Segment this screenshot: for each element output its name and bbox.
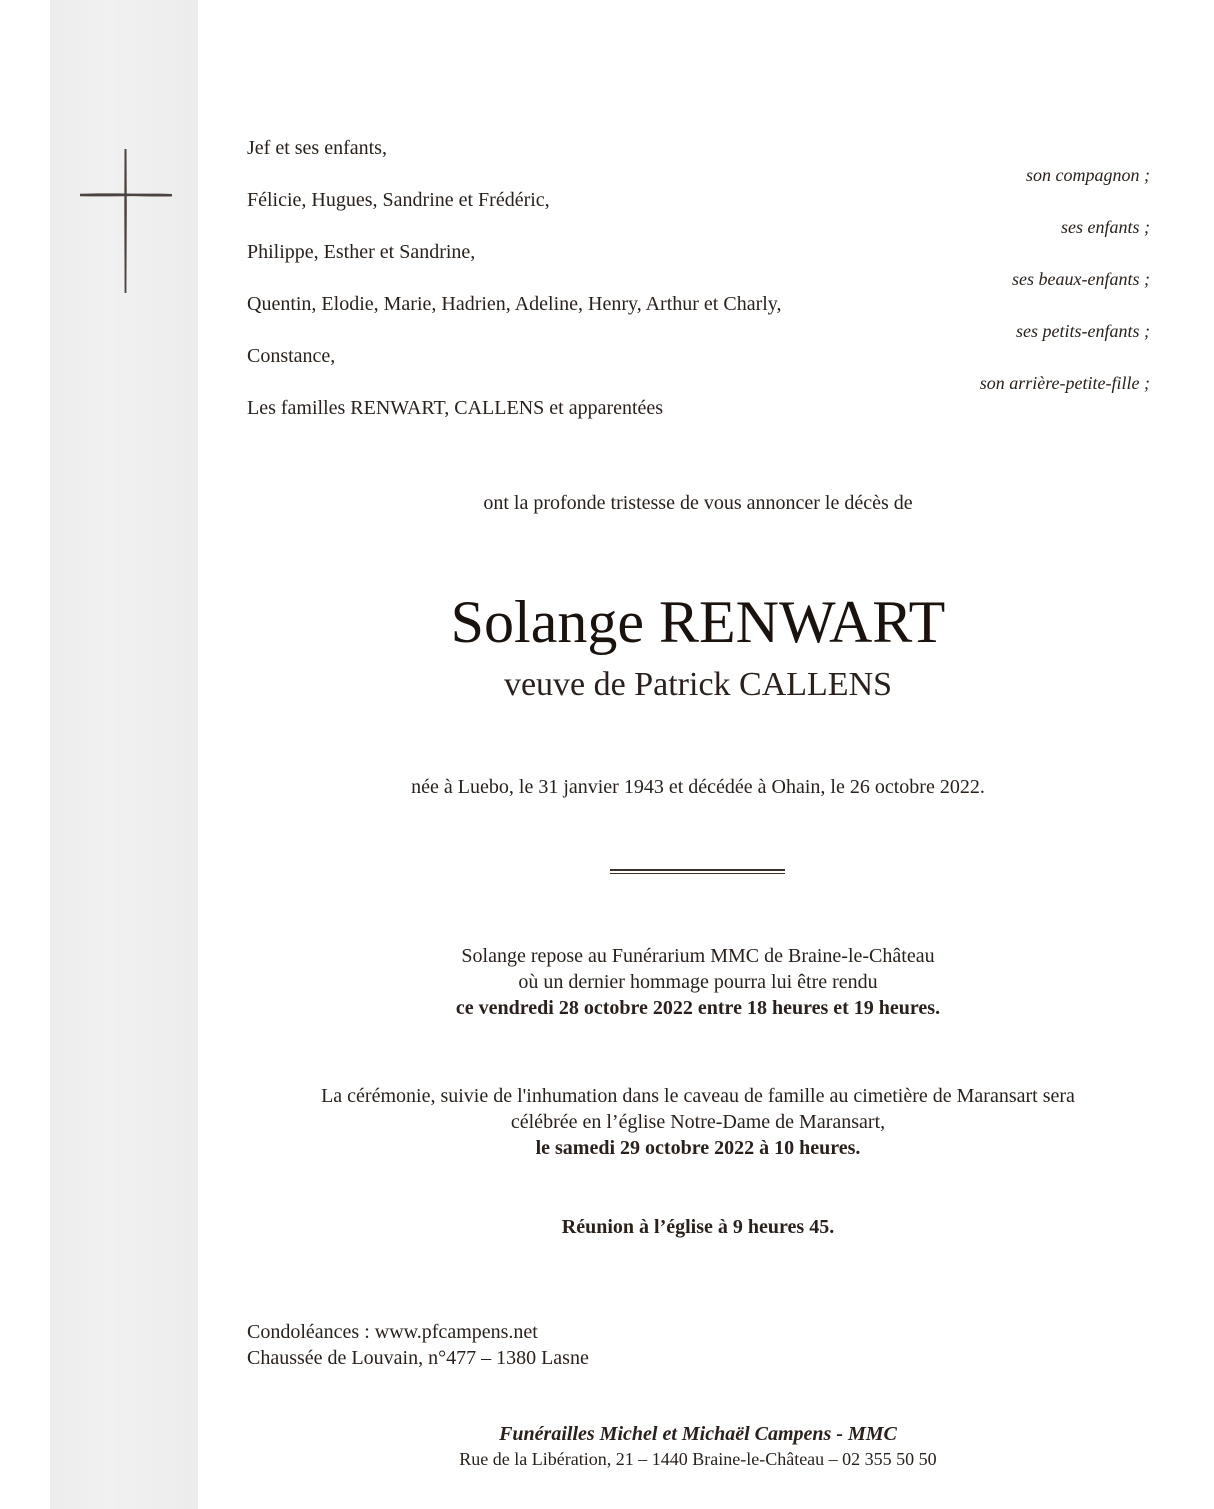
meeting-text: Réunion à l’église à 9 heures 45. (561, 1216, 835, 1238)
family-name-line: Jef et ses enfants, (247, 137, 387, 159)
separator-line (610, 869, 785, 874)
family-role: son arrière-petite-fille ; (979, 373, 1150, 393)
condolences-address: Chaussée de Louvain, n°477 – 1380 Lasne (247, 1347, 589, 1369)
ceremony-date-line: le samedi 29 octobre 2022 à 10 heures. (535, 1137, 861, 1159)
family-name-line: Quentin, Elodie, Marie, Hadrien, Adeline, Henry, Arthur et Charly, (247, 293, 782, 315)
ceremony-line: La cérémonie, suivie de l'inhumation dans le caveau de famille au cimetière de Maransart sera (321, 1085, 1075, 1107)
repose-date-line: ce vendredi 28 octobre 2022 entre 18 heures et 19 heures. (455, 997, 941, 1019)
repose-paragraph (198, 943, 1198, 1021)
announcement-text: ont la profonde tristesse de vous annoncer le décès de (483, 492, 913, 514)
family-name-line: Félicie, Hugues, Sandrine et Frédéric, (247, 189, 550, 211)
family-role: ses petits-enfants ; (1016, 321, 1150, 341)
family-role: son compagnon ; (1026, 165, 1150, 185)
family-name-line: Constance, (247, 345, 336, 367)
cross-icon (78, 147, 174, 295)
birth-death-dates: née à Luebo, le 31 janvier 1943 et décédée à Ohain, le 26 octobre 2022. (411, 776, 985, 798)
family-name-line: Les familles RENWART, CALLENS et apparentées (247, 397, 664, 419)
repose-line: Solange repose au Funérarium MMC de Braine-le-Château (461, 945, 935, 967)
ceremony-line: célébrée en l’église Notre-Dame de Maransart, (510, 1111, 886, 1133)
condolences-website: Condoléances : www.pfcampens.net (247, 1321, 538, 1343)
ceremony-paragraph (198, 1083, 1198, 1161)
family-role: ses enfants ; (1061, 217, 1150, 237)
condolences-block (247, 1319, 589, 1371)
repose-line: où un dernier hommage pourra lui être rendu (518, 971, 878, 993)
family-name-line: Philippe, Esther et Sandrine, (247, 241, 476, 263)
funeral-home-name: Funérailles Michel et Michaël Campens - MMC (499, 1423, 897, 1445)
family-list (247, 134, 1150, 434)
widow-of-text: veuve de Patrick CALLENS (503, 666, 893, 703)
deceased-name: Solange RENWART (450, 589, 946, 655)
family-role: ses beaux-enfants ; (1012, 269, 1150, 289)
funeral-home-block (198, 1421, 1198, 1471)
funeral-home-address: Rue de la Libération, 21 – 1440 Braine-le-Château – 02 355 50 50 (459, 1449, 937, 1469)
